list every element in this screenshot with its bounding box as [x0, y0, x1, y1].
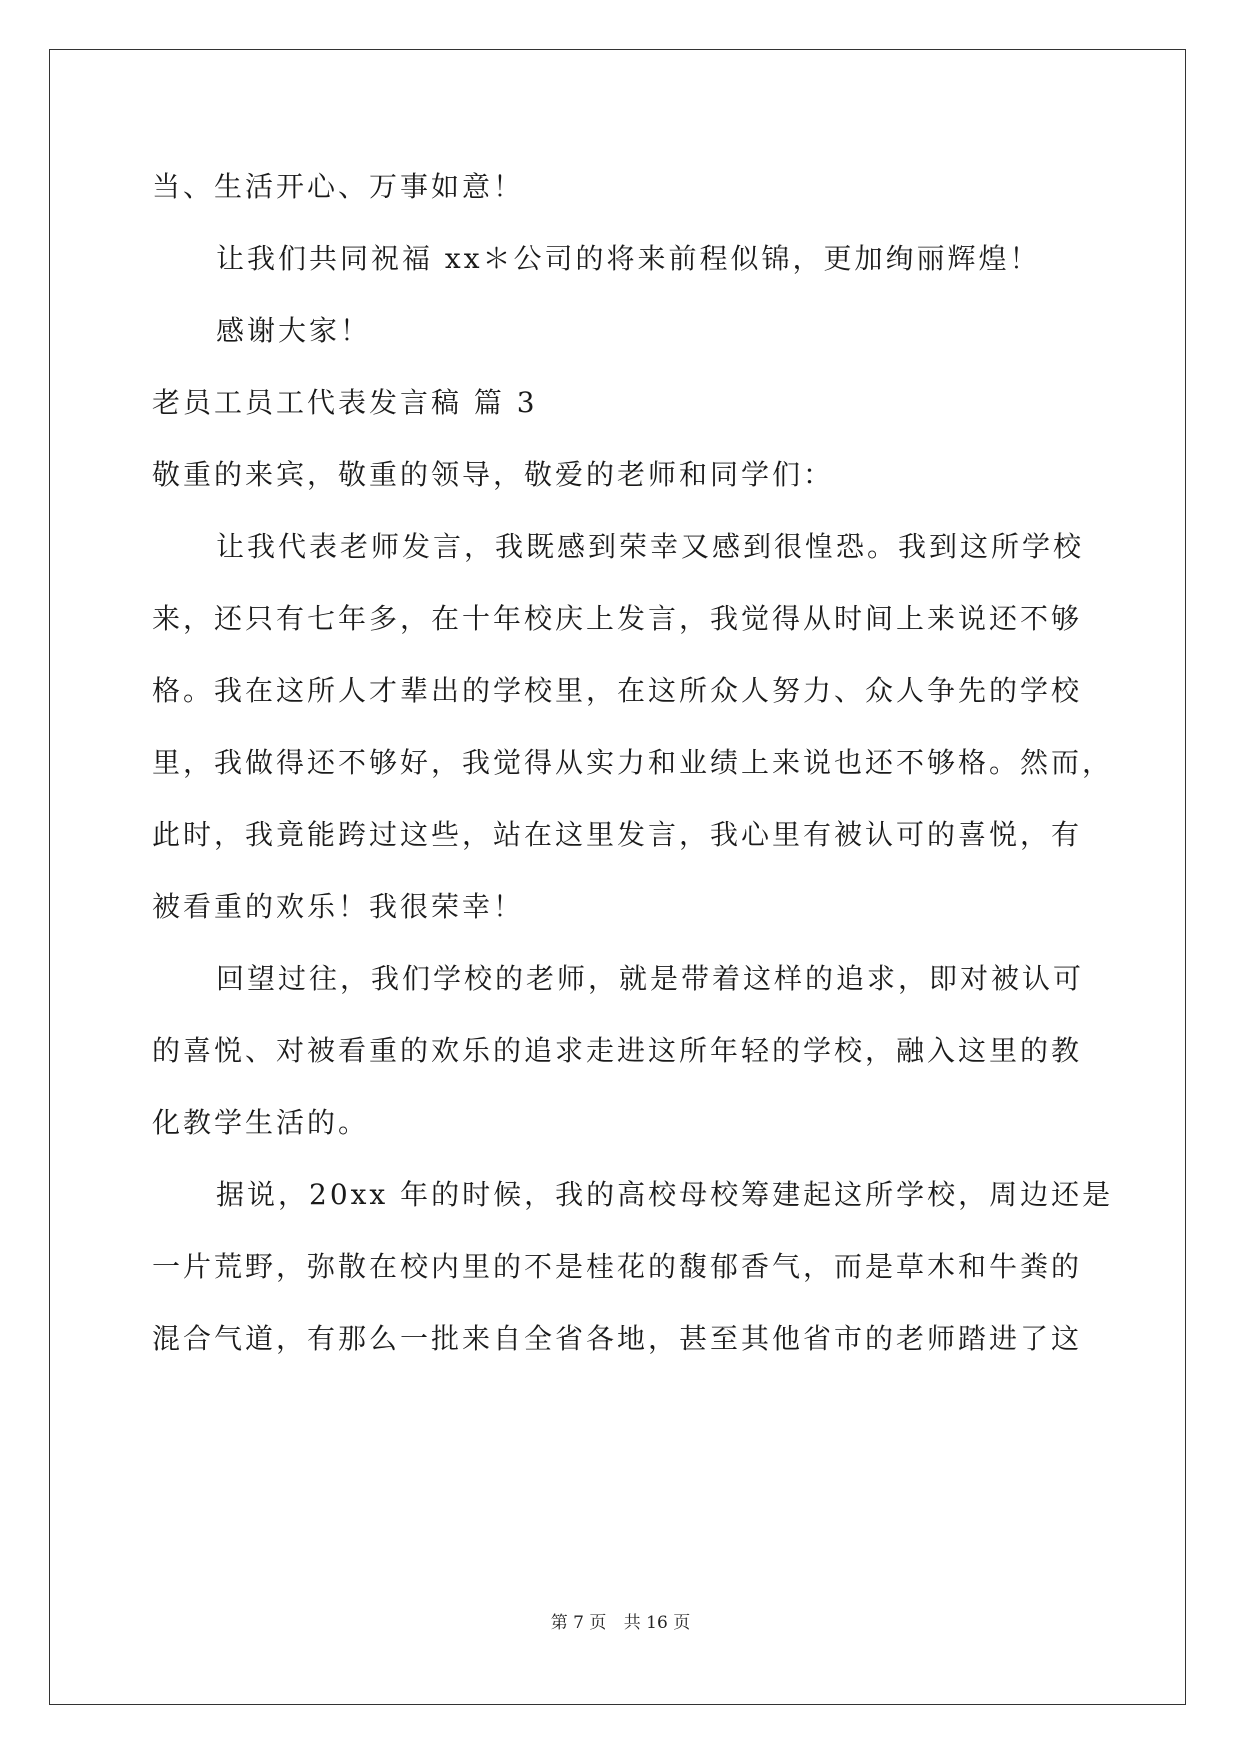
- text-line: 格。我在这所人才辈出的学校里，在这所众人努力、众人争先的学校: [152, 674, 1083, 707]
- page-total: 共 16 页: [623, 1613, 691, 1633]
- text-line: 据说，20xx 年的时候，我的高校母校筹建起这所学校，周边还是: [216, 1178, 1114, 1211]
- salutation-line: 敬重的来宾，敬重的领导，敬爱的老师和同学们：: [152, 458, 835, 491]
- text-line: 混合气道，有那么一批来自全省各地，甚至其他省市的老师踏进了这: [152, 1322, 1083, 1355]
- text-line: 回望过往，我们学校的老师，就是带着这样的追求，即对被认可: [216, 962, 1085, 995]
- text-line: 一片荒野，弥散在校内里的不是桂花的馥郁香气，而是草木和牛粪的: [152, 1250, 1083, 1283]
- page-number: 第 7 页: [550, 1613, 607, 1633]
- page-border: [49, 49, 1186, 1705]
- text-line: 当、生活开心、万事如意！: [152, 170, 525, 203]
- section-heading: 老员工员工代表发言稿 篇 3: [152, 386, 538, 419]
- page-footer: [0, 1608, 1241, 1633]
- text-line: 的喜悦、对被看重的欢乐的追求走进这所年轻的学校，融入这里的教: [152, 1034, 1083, 1067]
- text-line: 被看重的欢乐！我很荣幸！: [152, 890, 525, 923]
- text-line: 让我们共同祝福 xx＊公司的将来前程似锦，更加绚丽辉煌！: [216, 242, 1041, 275]
- text-line: 感谢大家！: [216, 314, 372, 347]
- text-line: 此时，我竟能跨过这些，站在这里发言，我心里有被认可的喜悦，有: [152, 818, 1083, 851]
- text-line: 让我代表老师发言，我既感到荣幸又感到很惶恐。我到这所学校: [216, 530, 1085, 563]
- text-line: 里，我做得还不够好，我觉得从实力和业绩上来说也还不够格。然而，: [152, 746, 1114, 779]
- text-line: 化教学生活的。: [152, 1106, 370, 1139]
- text-line: 来，还只有七年多，在十年校庆上发言，我觉得从时间上来说还不够: [152, 602, 1083, 635]
